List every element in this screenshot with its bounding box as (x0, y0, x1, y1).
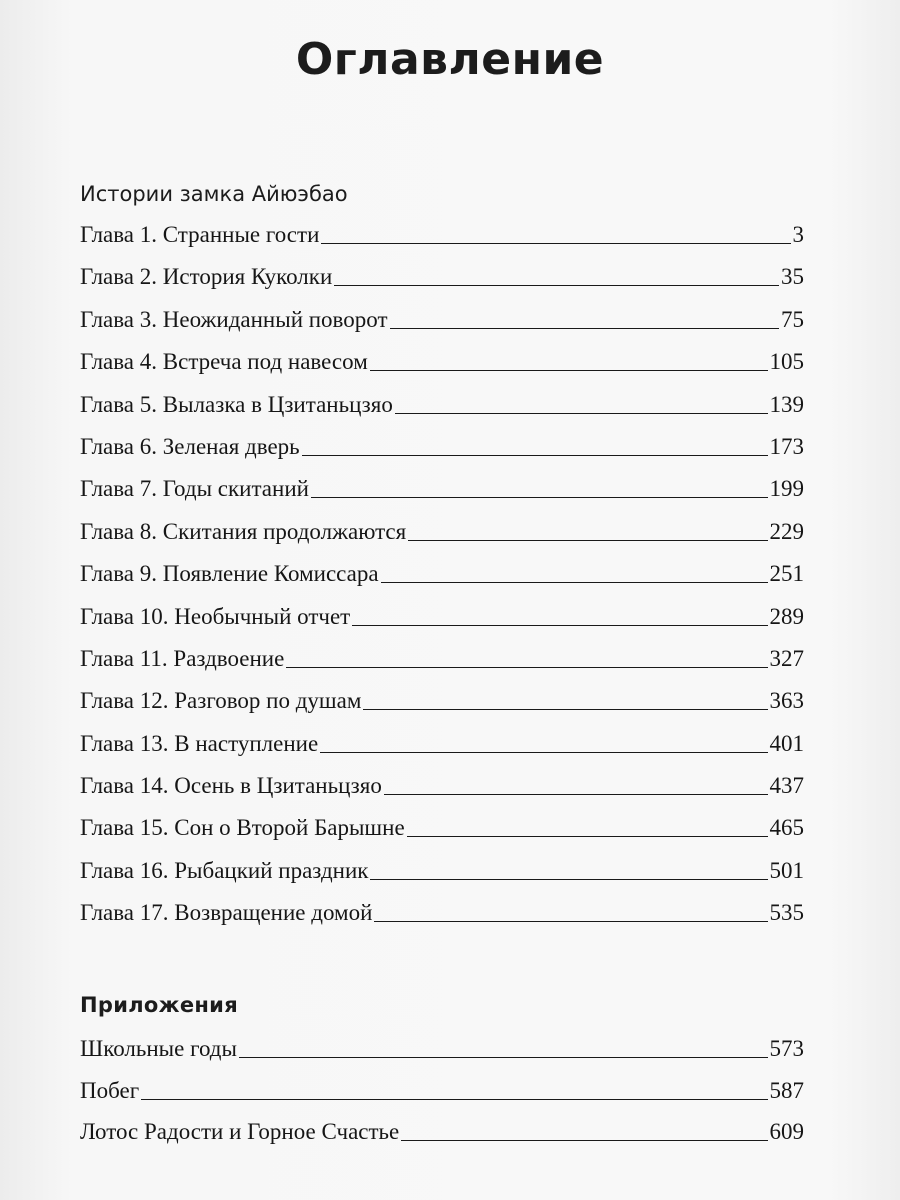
toc-entry-page-number: 609 (769, 1119, 804, 1144)
toc-entry (80, 517, 804, 559)
toc-entry-page-number: 501 (769, 857, 804, 883)
leader-line (384, 794, 768, 795)
toc-entry-page-number: 401 (769, 730, 804, 756)
toc-entry-label: Глава 9. Появление Комиссара (80, 561, 379, 587)
toc-entry-label: Глава 14. Осень в Цзитаньцзяо (80, 773, 382, 799)
toc-entry-page-number: 75 (781, 306, 804, 332)
toc-entry (80, 305, 804, 347)
leader-line (334, 285, 779, 286)
section-title-appendix: Приложения (80, 993, 238, 1017)
toc-entry (80, 390, 804, 432)
leader-line (302, 455, 768, 456)
toc-entry (80, 771, 804, 813)
toc-entry-page-number: 465 (769, 815, 804, 841)
toc-entry-label: Глава 3. Неожиданный поворот (80, 306, 388, 332)
toc-entry-label: Глава 1. Странные гости (80, 222, 320, 247)
leader-line (381, 582, 768, 583)
leader-line (407, 836, 768, 837)
toc-entry-label: Глава 12. Разговор по душам (80, 688, 362, 714)
toc-entry (80, 856, 804, 898)
toc-entry (80, 432, 804, 474)
toc-entry-page-number: 363 (769, 688, 804, 714)
leader-line (408, 540, 767, 541)
section-title-stories: Истории замка Айюэбао (80, 182, 348, 206)
toc-entry-label: Глава 10. Необычный отчет (80, 603, 351, 629)
toc-entry (80, 602, 804, 644)
toc-list-appendix (80, 1034, 804, 1159)
page-title: Оглавление (295, 34, 605, 85)
toc-entry-label: Глава 6. Зеленая дверь (80, 433, 300, 459)
toc-entry (80, 729, 804, 771)
toc-entry-label: Глава 17. Возвращение домой (80, 900, 373, 926)
toc-list-stories (80, 220, 804, 941)
leader-line (363, 709, 767, 710)
toc-entry-page-number: 437 (769, 773, 804, 799)
toc-entry (80, 898, 804, 940)
toc-entry (80, 813, 804, 855)
toc-entry (80, 559, 804, 601)
toc-entry (80, 644, 804, 686)
toc-entry-page-number: 587 (769, 1077, 804, 1103)
leader-line (321, 243, 790, 244)
leader-line (374, 921, 767, 922)
toc-entry-label: Глава 2. История Куколки (80, 264, 333, 290)
toc-entry-page-number: 251 (769, 561, 804, 587)
toc-entry (80, 262, 804, 304)
toc-entry-page-number: 139 (769, 391, 804, 417)
toc-entry-label: Глава 15. Сон о Второй Барышне (80, 815, 405, 841)
toc-entry (80, 1076, 804, 1118)
leader-line (239, 1057, 768, 1058)
toc-entry-page-number: 199 (769, 476, 804, 502)
toc-entry-label: Глава 16. Рыбацкий праздник (80, 857, 369, 883)
toc-entry-page-number: 35 (781, 264, 804, 290)
leader-line (390, 328, 779, 329)
toc-entry-label: Лотос Радости и Горное Счастье (80, 1119, 400, 1144)
toc-entry-label: Глава 5. Вылазка в Цзитаньцзяо (80, 391, 393, 417)
leader-line (141, 1099, 767, 1100)
toc-entry-label: Глава 4. Встреча под навесом (80, 349, 368, 375)
leader-line (395, 413, 768, 414)
toc-entry-page-number: 289 (769, 603, 804, 629)
leader-line (286, 667, 767, 668)
leader-line (401, 1140, 767, 1141)
toc-entry-page-number: 535 (769, 900, 804, 926)
toc-entry-label: Глава 7. Годы скитаний (80, 476, 309, 502)
leader-line (352, 625, 767, 626)
leader-line (320, 752, 767, 753)
toc-entry (80, 686, 804, 728)
toc-entry-label: Школьные годы (80, 1036, 237, 1061)
toc-entry-page-number: 327 (769, 645, 804, 671)
toc-entry-page-number: 573 (769, 1036, 804, 1061)
toc-entry-label: Побег (80, 1077, 140, 1103)
toc-entry-label: Глава 8. Скитания продолжаются (80, 518, 407, 544)
toc-entry-page-number: 3 (792, 222, 804, 247)
leader-line (311, 497, 768, 498)
toc-entry-page-number: 173 (769, 433, 804, 459)
toc-entry (80, 347, 804, 389)
toc-entry-page-number: 105 (769, 349, 804, 375)
toc-entry-label: Глава 13. В наступление (80, 730, 319, 756)
toc-entry (80, 220, 804, 262)
leader-line (370, 879, 767, 880)
toc-entry-page-number: 229 (769, 518, 804, 544)
leader-line (370, 370, 768, 371)
toc-entry (80, 1034, 804, 1076)
toc-entry (80, 1117, 804, 1159)
toc-entry-label: Глава 11. Раздвоение (80, 645, 285, 671)
toc-entry (80, 474, 804, 516)
